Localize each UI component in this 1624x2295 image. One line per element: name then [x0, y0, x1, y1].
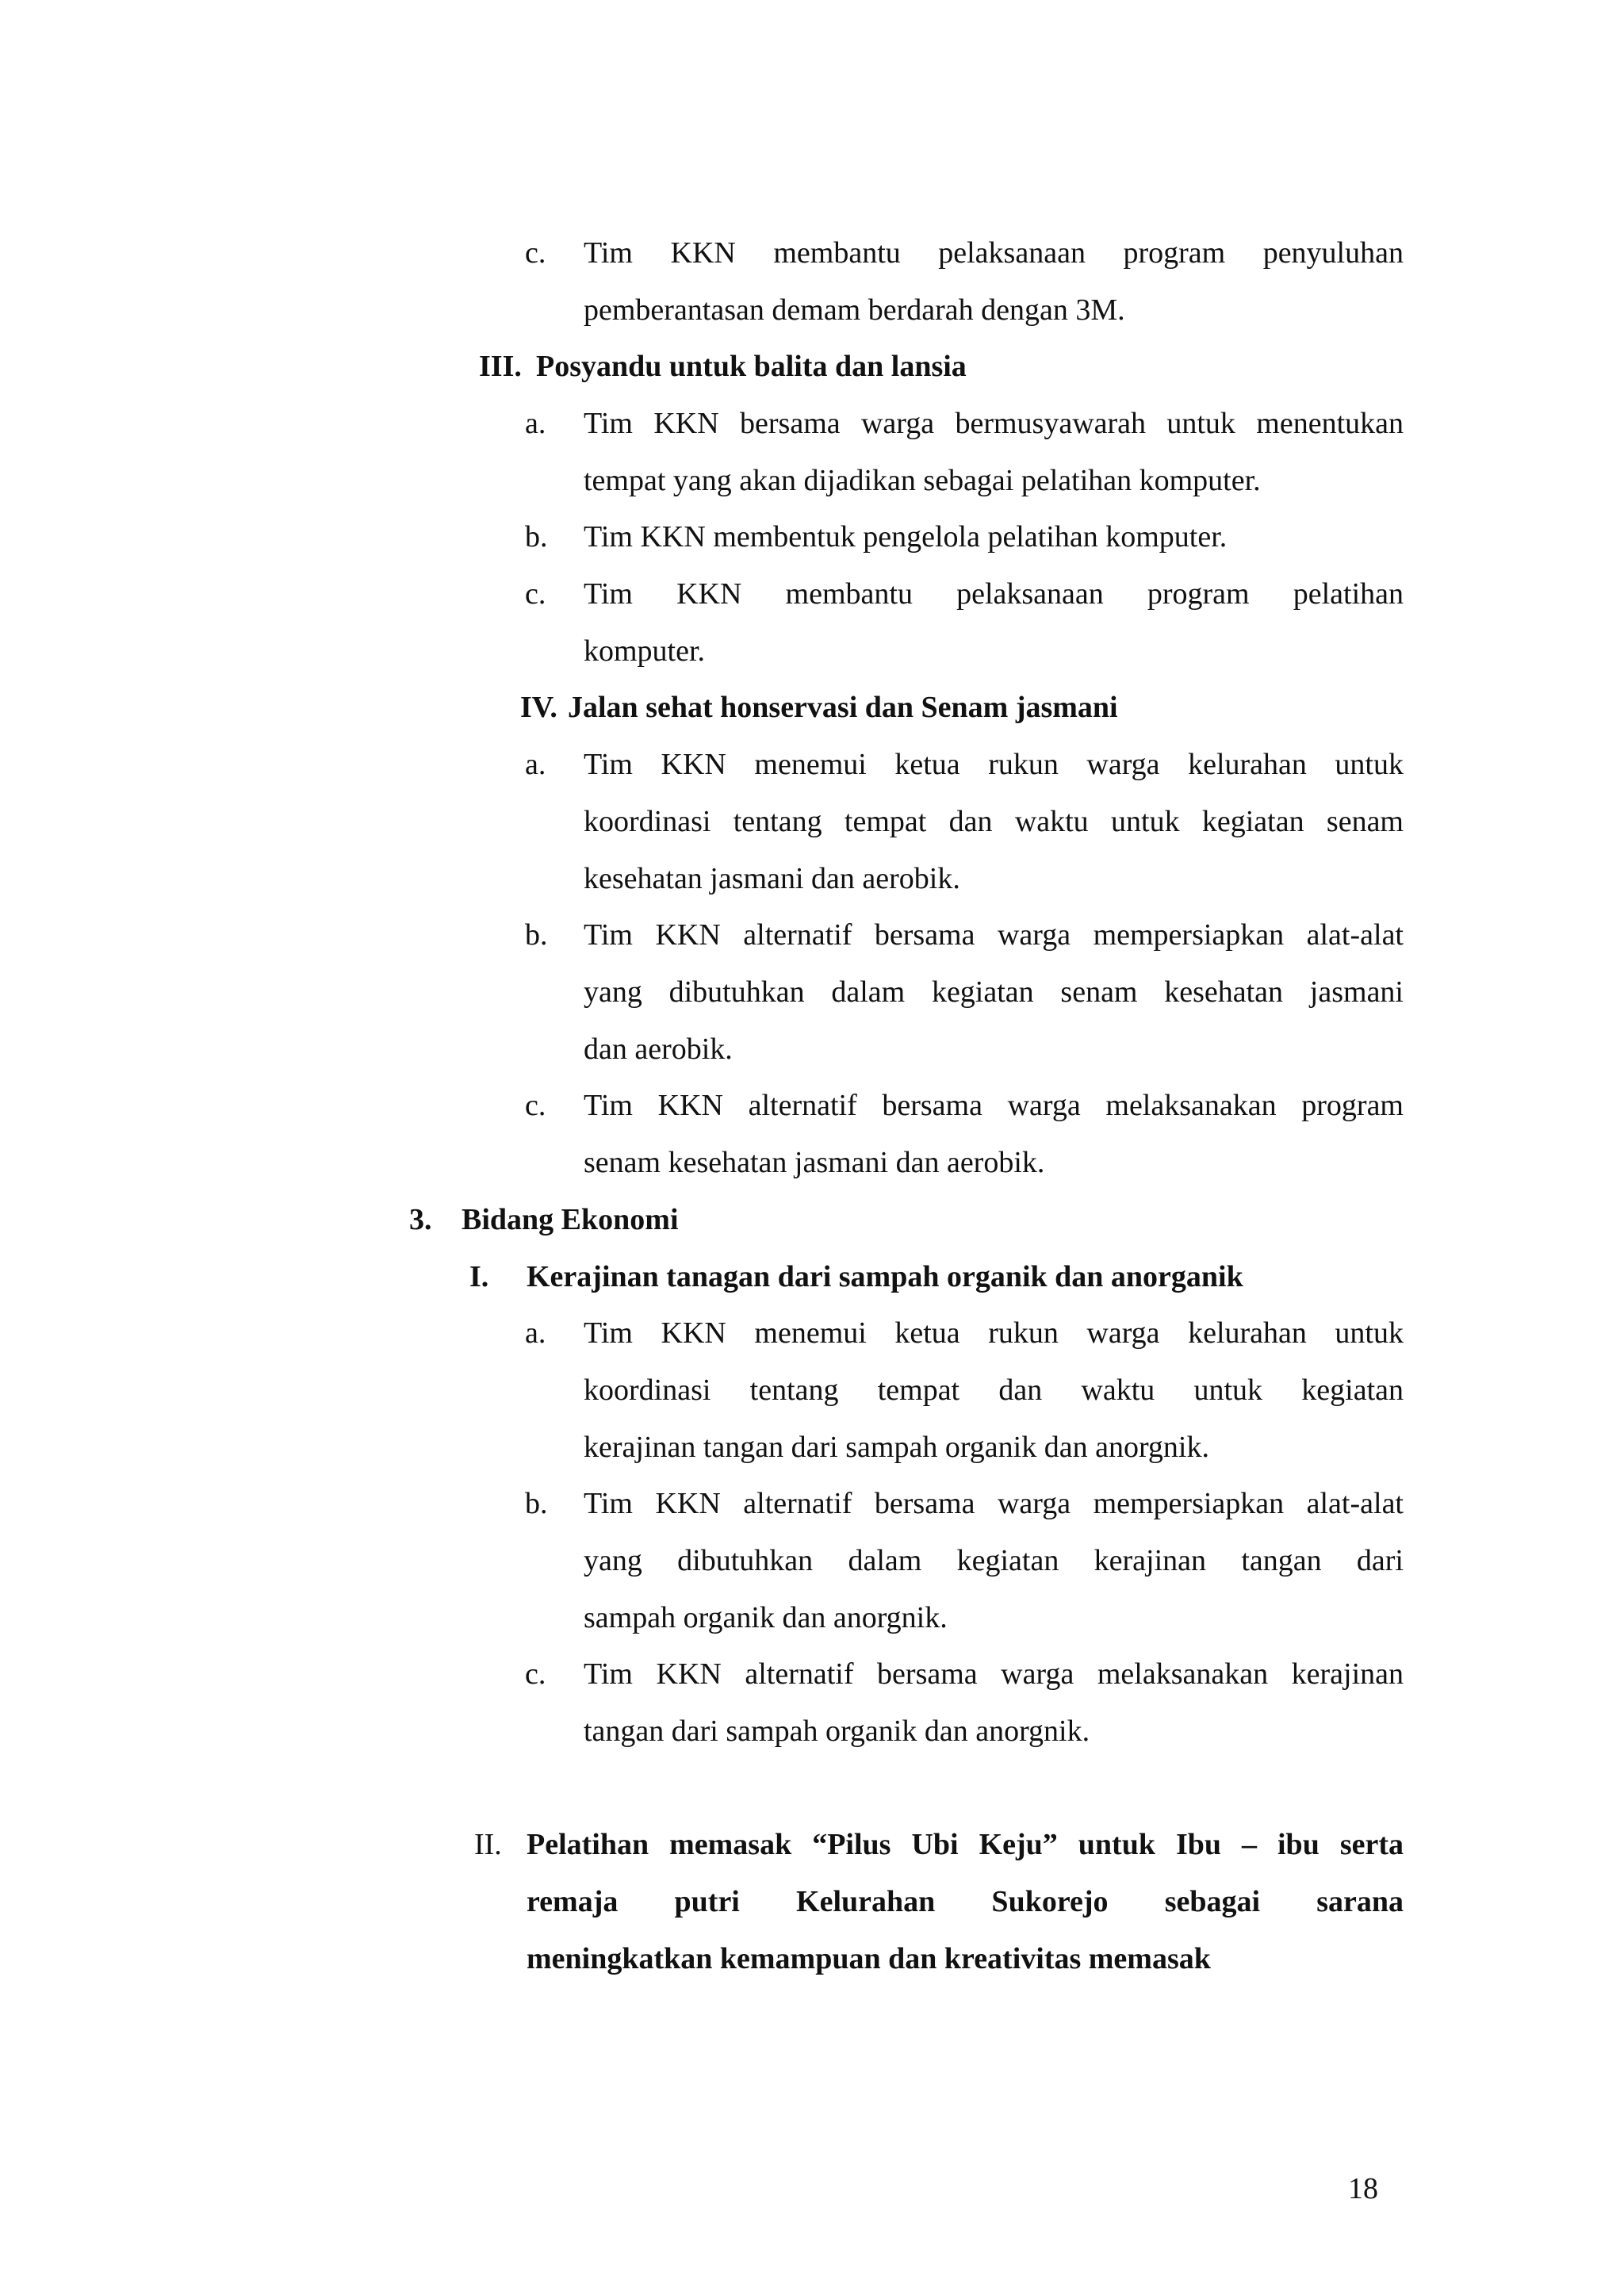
list-marker: c. — [525, 1089, 546, 1122]
item-text-line: Tim KKN bersama warga bermusyawarah untuk menentukan — [584, 407, 1404, 440]
list-marker: c. — [525, 236, 546, 270]
list-marker: I. — [469, 1260, 489, 1293]
list-marker: III. — [479, 350, 522, 383]
item-text-line: Tim KKN menemui ketua rukun warga kelurahan untuk — [584, 1316, 1404, 1350]
item-text-line: Tim KKN menemui ketua rukun warga kelurahan untuk — [584, 748, 1404, 781]
item-text-line: yang dibutuhkan dalam kegiatan senam kesehatan jasmani — [584, 975, 1404, 1009]
item-text-line: tempat yang akan dijadikan sebagai pelatihan komputer. — [584, 464, 1261, 497]
item-text-line: Tim KKN membantu pelaksanaan program pelatihan — [584, 577, 1404, 611]
page-number: 18 — [1348, 2172, 1378, 2205]
item-text-line: Tim KKN membentuk pengelola pelatihan komputer. — [584, 520, 1228, 554]
item-text-line: tangan dari sampah organik dan anorgnik. — [584, 1715, 1090, 1748]
list-marker: a. — [525, 748, 546, 781]
item-text-line: koordinasi tentang tempat dan waktu untuk kegiatan senam — [584, 805, 1404, 838]
heading-text-line: Jalan sehat honservasi dan Senam jasmani — [568, 691, 1118, 724]
item-text-line: koordinasi tentang tempat dan waktu untuk kegiatan — [584, 1374, 1404, 1407]
list-marker: a. — [525, 1316, 546, 1350]
item-text-line: dan aerobik. — [584, 1033, 733, 1066]
heading-text-line: Bidang Ekonomi — [462, 1203, 679, 1236]
list-marker: c. — [525, 577, 546, 611]
list-marker: b. — [525, 918, 548, 952]
heading-text-line: remaja putri Kelurahan Sukorejo sebagai sarana — [527, 1885, 1404, 1918]
heading-text-line: Pelatihan memasak “Pilus Ubi Keju” untuk Ibu – ibu serta — [527, 1828, 1404, 1861]
item-text-line: komputer. — [584, 634, 706, 668]
list-marker: a. — [525, 407, 546, 440]
item-text-line: Tim KKN alternatif bersama warga mempersiapkan alat-alat — [584, 918, 1404, 952]
item-text-line: Tim KKN alternatif bersama warga melaksanakan kerajinan — [584, 1657, 1404, 1691]
item-text-line: kesehatan jasmani dan aerobik. — [584, 862, 960, 895]
item-text-line: Tim KKN membantu pelaksanaan program penyuluhan — [584, 236, 1404, 270]
heading-text-line: Kerajinan tanagan dari sampah organik dan anorganik — [527, 1260, 1243, 1293]
item-text-line: Tim KKN alternatif bersama warga mempersiapkan alat-alat — [584, 1487, 1404, 1520]
item-text-line: sampah organik dan anorgnik. — [584, 1601, 948, 1634]
item-text-line: Tim KKN alternatif bersama warga melaksanakan program — [584, 1089, 1404, 1122]
heading-text-line: Posyandu untuk balita dan lansia — [536, 350, 967, 383]
item-text-line: yang dibutuhkan dalam kegiatan kerajinan tangan dari — [584, 1544, 1404, 1577]
list-marker: b. — [525, 1487, 548, 1520]
list-marker: II. — [474, 1828, 502, 1861]
item-text-line: senam kesehatan jasmani dan aerobik. — [584, 1146, 1045, 1179]
item-text-line: kerajinan tangan dari sampah organik dan anorgnik. — [584, 1431, 1209, 1464]
list-marker: b. — [525, 520, 548, 554]
list-marker: 3. — [409, 1203, 432, 1236]
item-text-line: pemberantasan demam berdarah dengan 3M. — [584, 293, 1125, 327]
list-marker: c. — [525, 1657, 546, 1691]
list-marker: IV. — [520, 691, 557, 724]
heading-text-line: meningkatkan kemampuan dan kreativitas memasak — [527, 1942, 1211, 1975]
